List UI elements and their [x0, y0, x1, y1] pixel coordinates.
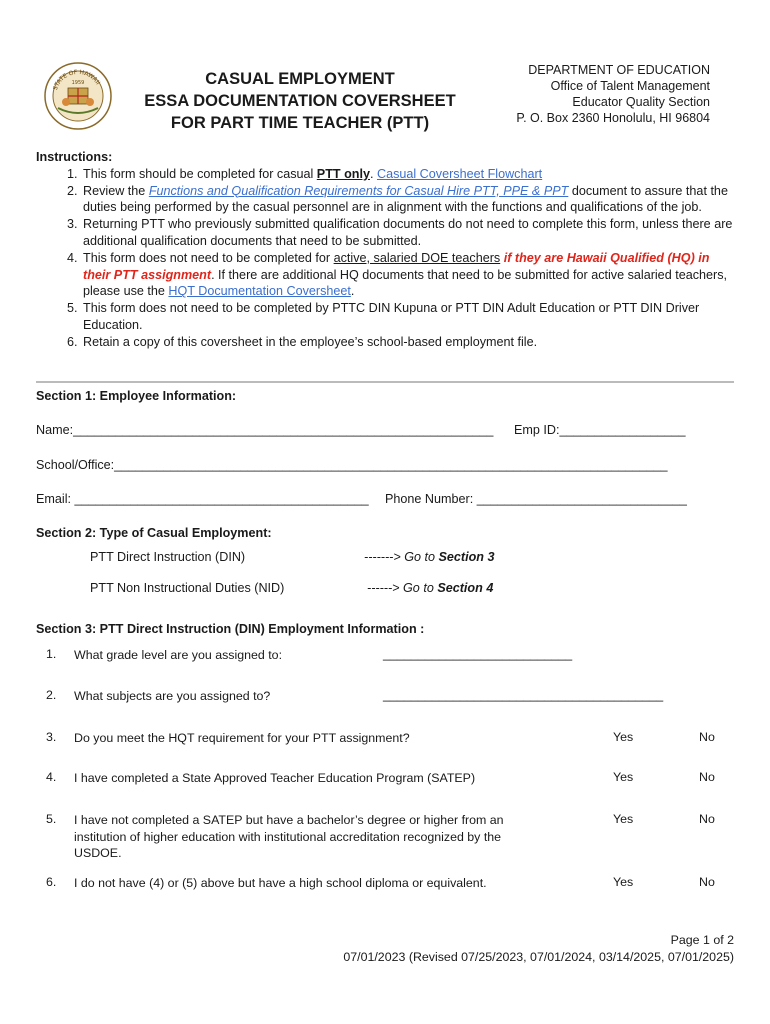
department-address: DEPARTMENT OF EDUCATION Office of Talent Management Educator Quality Section P. O. Box 2360 Honolulu, HI 96804 [516, 63, 710, 125]
instruction-item: 1. This form should be completed for casual PTT only. Casual Coversheet Flowchart [81, 166, 736, 183]
subjects-field[interactable]: ________________________________________ [383, 688, 664, 702]
no-option[interactable]: No [699, 812, 715, 826]
question-number: 4. [46, 770, 57, 784]
question-text: I do not have (4) or (5) above but have a high school diploma or equivalent. [74, 876, 487, 890]
page-footer [343, 932, 734, 966]
name-field[interactable]: Name:____________________________________________________________ [36, 423, 494, 437]
instruction-item: 6. Retain a copy of this coversheet in the employee’s school-based employment file. [81, 334, 736, 351]
svg-text:STATE OF HAWAII: STATE OF HAWAII [51, 68, 102, 92]
section3-heading: Section 3: PTT Direct Instruction (DIN) Employment Information : [36, 622, 425, 636]
question-text: I have completed a State Approved Teacher Education Program (SATEP) [74, 771, 476, 785]
question-number: 2. [46, 688, 57, 702]
din-goto: -------> Go to Section 3 [364, 550, 495, 564]
question-text: What subjects are you assigned to? [74, 689, 271, 703]
instruction-item: 4. This form does not need to be completed for active, salaried DOE teachers if they are Hawaii Qualified (HQ) in their PTT assignment. If there are additional HQ documents that need to be submitted for active salaried teachers, please use the HQT Documentation Coversheet. [81, 250, 736, 300]
functions-requirements-link[interactable]: Functions and Qualification Requirements for Casual Hire PTT, PPE & PPT [148, 183, 569, 198]
question-number: 1. [46, 647, 57, 661]
instruction-item: 3. Returning PTT who previously submitted qualification documents do not need to complete this form, unless there are additional qualification documents that need to be submitted. [81, 216, 736, 250]
yes-option[interactable]: Yes [613, 812, 634, 826]
question-number: 3. [46, 730, 57, 744]
nid-option[interactable]: PTT Non Instructional Duties (NID) [90, 581, 285, 595]
state-seal-logo [44, 62, 112, 130]
section1-heading: Section 1: Employee Information: [36, 389, 237, 403]
revision-dates: 07/01/2023 (Revised 07/25/2023, 07/01/2024, 03/14/2025, 07/01/2025) [343, 950, 734, 964]
no-option[interactable]: No [699, 770, 715, 784]
yes-option[interactable]: Yes [613, 770, 634, 784]
school-office-field[interactable]: School/Office:_______________________________________________________________________________ [36, 458, 668, 472]
question-number: 6. [46, 875, 57, 889]
question-number: 5. [46, 812, 57, 826]
no-option[interactable]: No [699, 875, 715, 889]
yes-option[interactable]: Yes [613, 730, 634, 744]
flowchart-link[interactable]: Casual Coversheet Flowchart [376, 166, 543, 181]
emp-id-field[interactable]: Emp ID:__________________ [514, 423, 686, 437]
hqt-coversheet-link[interactable]: HQT Documentation Coversheet [168, 284, 351, 299]
nid-goto: ------> Go to Section 4 [367, 581, 494, 595]
instruction-item: 5. This form does not need to be completed by PTTC DIN Kupuna or PTT DIN Adult Education or PTT DIN Driver Education. [81, 300, 736, 334]
din-option[interactable]: PTT Direct Instruction (DIN) [90, 550, 246, 564]
yes-option[interactable]: Yes [613, 875, 634, 889]
no-option[interactable]: No [699, 730, 715, 744]
svg-text:1959: 1959 [71, 80, 85, 86]
instructions-heading: Instructions: [36, 150, 113, 164]
phone-number-field[interactable]: Phone Number: ______________________________ [385, 492, 687, 506]
form-title: CASUAL EMPLOYMENT ESSA DOCUMENTATION COVERSHEET FOR PART TIME TEACHER (PTT) [144, 70, 456, 132]
section-divider [36, 381, 734, 383]
section2-heading: Section 2: Type of Casual Employment: [36, 526, 272, 540]
question-text: What grade level are you assigned to: [74, 648, 283, 662]
email-field[interactable]: Email: __________________________________________ [36, 492, 369, 506]
instructions-block [36, 149, 736, 351]
question-text: I have not completed a SATEP but have a bachelor’s degree or higher from an institution of higher education with institutional accreditation recognized by the USDOE. [74, 813, 504, 860]
grade-level-field[interactable]: ___________________________ [383, 647, 573, 661]
instruction-item: 2. Review the Functions and Qualification Requirements for Casual Hire PTT, PPE & PPT document to assure that the duties being performed by the casual personnel are in alignment with the functions and qualifications of the job. [81, 183, 736, 217]
question-text: Do you meet the HQT requirement for your PTT assignment? [74, 731, 410, 745]
page-number: Page 1 of 2 [670, 933, 734, 947]
